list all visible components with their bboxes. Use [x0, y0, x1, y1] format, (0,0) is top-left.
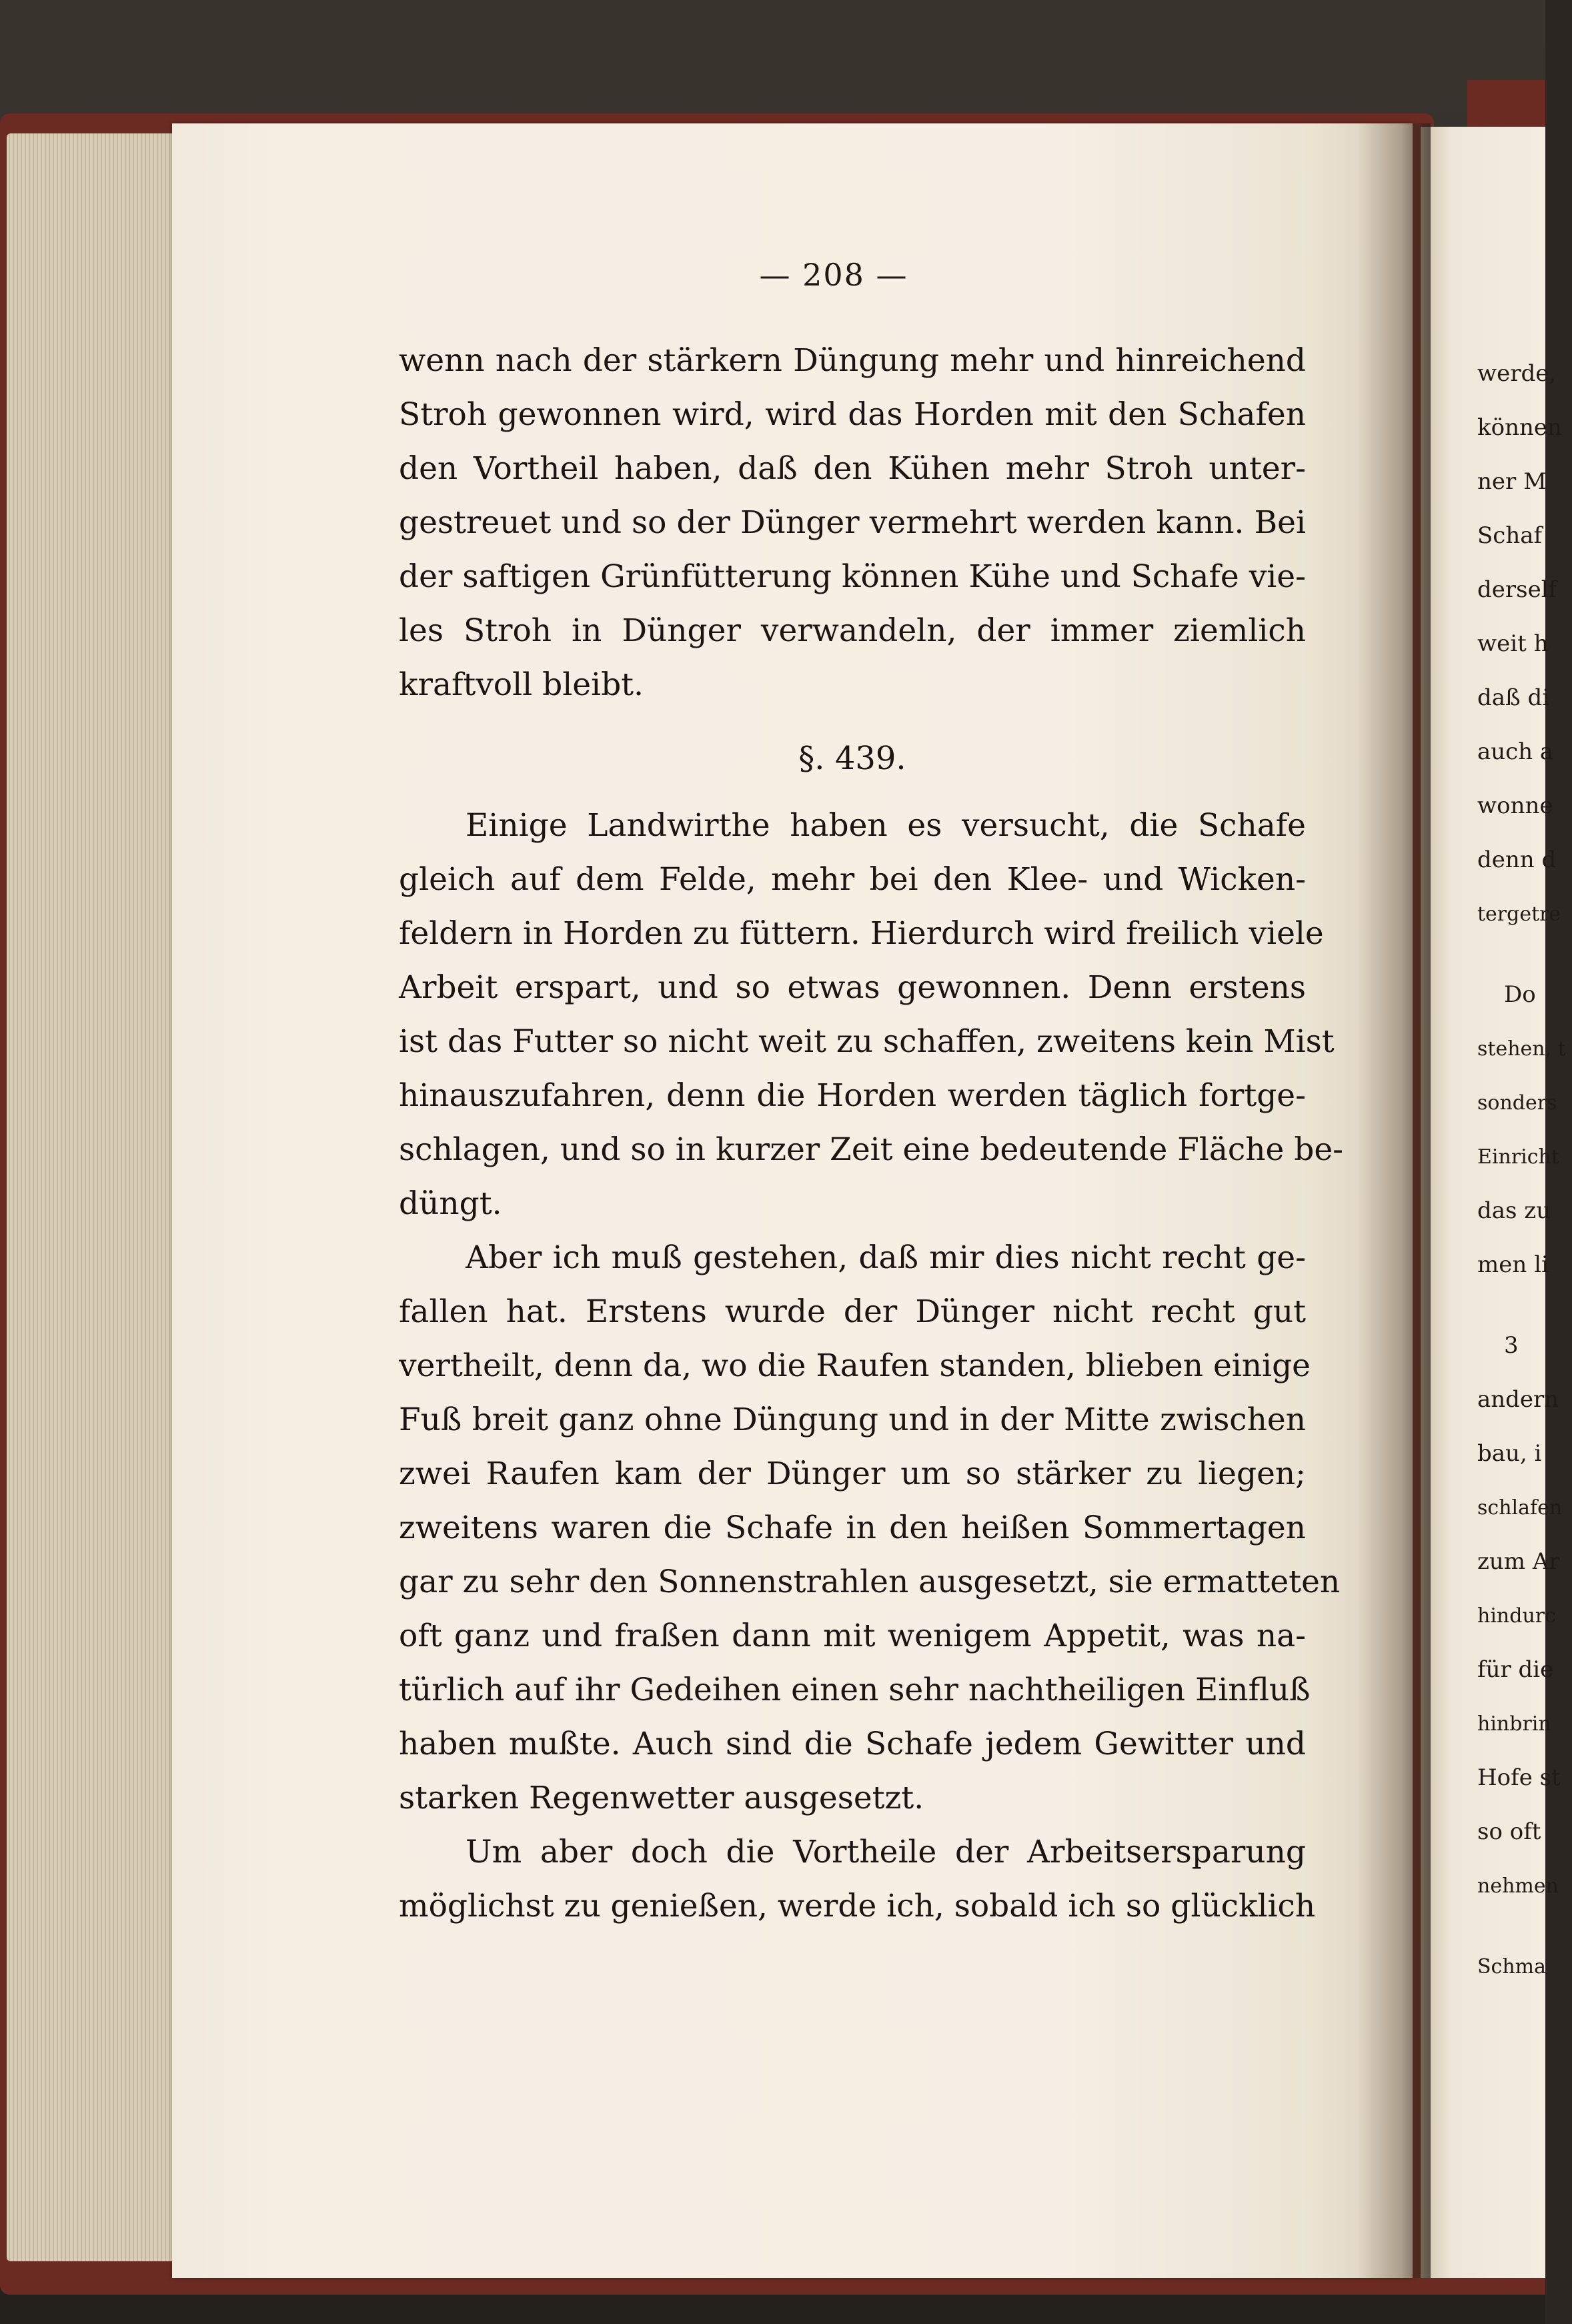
text-line: wenn nach der stärkern Düngung mehr und hinreichend — [399, 342, 1306, 379]
facing-fragment: denn d — [1477, 846, 1557, 873]
facing-fragment: sonders — [1477, 1091, 1557, 1115]
text-line: gar zu sehr den Sonnenstrahlen ausgesetzt, sie ermatteten — [399, 1564, 1341, 1600]
text-line: hinauszufahren, denn die Horden werden täglich fortge- — [399, 1077, 1306, 1114]
facing-fragment: hindurc — [1477, 1604, 1556, 1628]
facing-fragment: men li — [1477, 1251, 1549, 1278]
text-line: ist das Futter so nicht weit zu schaffen, zweitens kein Mist — [399, 1023, 1335, 1060]
facing-fragment: können — [1477, 414, 1562, 441]
facing-fragment: stehen, t — [1477, 1037, 1566, 1061]
text-line: les Stroh in Dünger verwandeln, der immer ziemlich — [399, 612, 1306, 649]
gutter-shadow — [1357, 123, 1431, 2278]
facing-fragment: schlafen — [1477, 1496, 1563, 1520]
page-edges — [7, 133, 173, 2261]
facing-fragment: bau, i — [1477, 1440, 1542, 1467]
facing-fragment: ner M — [1477, 468, 1547, 495]
text-line: schlagen, und so in kurzer Zeit eine bedeutende Fläche be- — [399, 1131, 1344, 1168]
text-line: Arbeit erspart, und so etwas gewonnen. Denn erstens — [399, 969, 1306, 1006]
text-line: Um aber doch die Vortheile der Arbeitsersparung — [466, 1834, 1306, 1870]
facing-fragment: für die — [1477, 1656, 1554, 1683]
text-line: fallen hat. Erstens wurde der Dünger nicht recht gut — [399, 1293, 1306, 1330]
text-line: gleich auf dem Felde, mehr bei den Klee- und Wicken- — [399, 861, 1306, 898]
facing-fragment: Schaf — [1477, 522, 1543, 549]
text-line: kraftvoll bleibt. — [399, 666, 644, 703]
facing-fragment: andern — [1477, 1386, 1559, 1413]
facing-fragment: wonne — [1477, 792, 1553, 819]
facing-fragment: tergetre — [1477, 903, 1561, 926]
running-head: — 208 — — [759, 257, 908, 293]
facing-fragment: hinbrin — [1477, 1712, 1551, 1736]
text-line: möglichst zu genießen, werde ich, sobald ich so glücklich — [399, 1888, 1316, 1924]
page-body — [399, 334, 1344, 1933]
text-line: düngt. — [399, 1185, 502, 1222]
text-line: zweitens waren die Schafe in den heißen Sommertagen — [399, 1510, 1306, 1546]
text-line: der saftigen Grünfütterung können Kühe und Schafe vie- — [399, 558, 1306, 595]
text-line: den Vortheil haben, daß den Kühen mehr Stroh unter- — [399, 450, 1306, 487]
text-line: haben mußte. Auch sind die Schafe jedem Gewitter und — [399, 1726, 1306, 1762]
facing-page-text — [1477, 347, 1566, 1994]
facing-fragment: Hofe st — [1477, 1764, 1561, 1791]
facing-fragment: Schma — [1477, 1955, 1547, 1978]
text-line: Aber ich muß gestehen, daß mir dies nicht recht ge- — [466, 1239, 1306, 1276]
facing-fragment: 3 — [1504, 1332, 1519, 1359]
facing-fragment: Do — [1504, 981, 1536, 1008]
facing-fragment: auch a — [1477, 738, 1554, 765]
text-line: Einige Landwirthe haben es versucht, die Schafe — [466, 807, 1306, 844]
facing-fragment: weit h — [1477, 630, 1549, 657]
text-line: Fuß breit ganz ohne Düngung und in der Mitte zwischen — [399, 1401, 1306, 1438]
text-line: gestreuet und so der Dünger vermehrt werden kann. Bei — [399, 504, 1306, 541]
text-line: starken Regenwetter ausgesetzt. — [399, 1780, 924, 1816]
text-line: Stroh gewonnen wird, wird das Horden mit den Schafen — [399, 396, 1306, 433]
text-line: türlich auf ihr Gedeihen einen sehr nachtheiligen Einfluß — [399, 1672, 1311, 1708]
text-line: zwei Raufen kam der Dünger um so stärker zu liegen; — [399, 1456, 1306, 1492]
text-line: vertheilt, denn da, wo die Raufen standen, blieben einige — [399, 1347, 1311, 1384]
facing-fragment: daß di — [1477, 684, 1550, 711]
section-heading: §. 439. — [798, 740, 906, 777]
facing-fragment: werde, — [1477, 360, 1557, 387]
facing-fragment: nehmen — [1477, 1874, 1559, 1898]
text-line: feldern in Horden zu füttern. Hierdurch wird freilich viele — [399, 915, 1324, 952]
facing-fragment: zum Ar — [1477, 1548, 1560, 1575]
facing-fragment: so oft — [1477, 1818, 1541, 1845]
facing-fragment: Einricht — [1477, 1145, 1559, 1169]
facing-fragment: derself — [1477, 576, 1557, 603]
facing-fragment: das zu — [1477, 1197, 1551, 1224]
text-line: oft ganz und fraßen dann mit wenigem Appetit, was na- — [399, 1618, 1306, 1654]
